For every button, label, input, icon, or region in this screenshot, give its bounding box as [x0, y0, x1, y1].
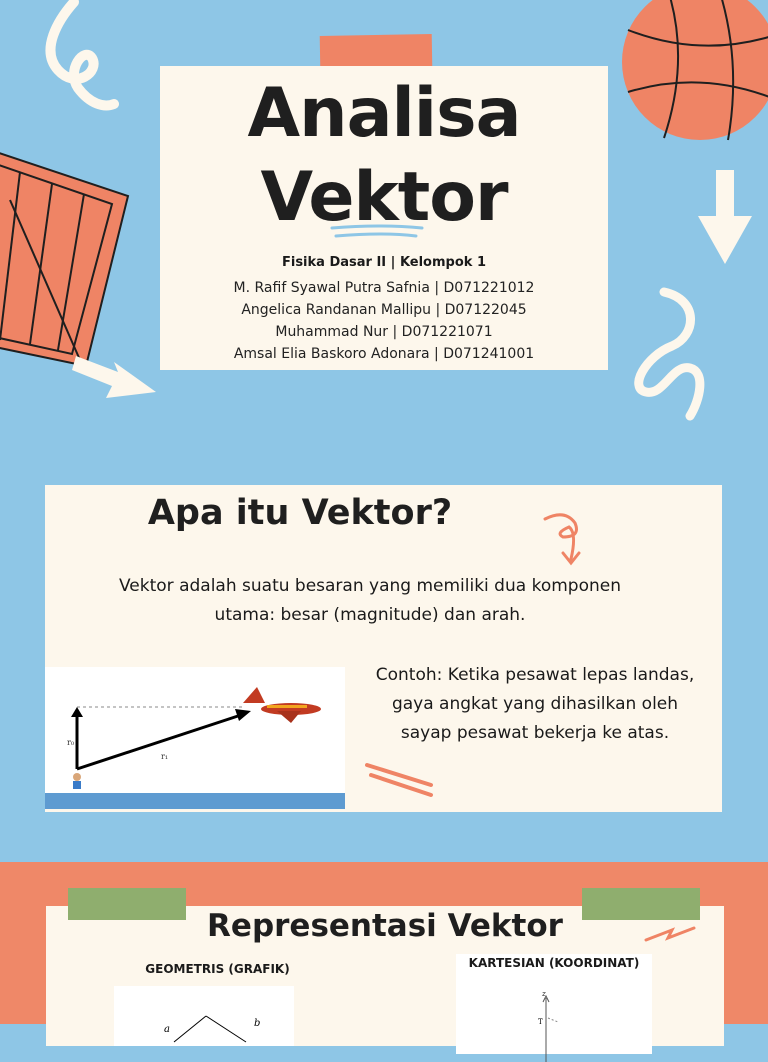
vector-definition: Vektor adalah suatu besaran yang memiliki dua komponen utama: besar (magnitude) dan arah.	[119, 576, 621, 625]
title-card	[160, 66, 608, 370]
green-tape-right	[582, 888, 700, 920]
down-arrow-icon	[698, 170, 752, 264]
curly-arrow-icon	[541, 509, 601, 569]
cartesian-axes-icon	[456, 992, 652, 1062]
cartesian-panel	[456, 954, 652, 1054]
svg-text:z: z	[542, 992, 546, 998]
squiggle-top-left	[50, 2, 114, 105]
right-arrow-icon	[72, 356, 156, 398]
section-what-is-vector	[45, 485, 722, 812]
vector-example: Contoh: Ketika pesawat lepas landas, gaya angkat yang dihasilkan oleh sayap pesawat bekerja ke atas.	[375, 665, 695, 743]
svg-text:r₀: r₀	[67, 738, 75, 747]
geometric-label: GEOMETRIS (GRAFIK)	[145, 962, 290, 976]
title-underline-icon	[160, 222, 608, 242]
svg-text:a: a	[164, 1024, 170, 1035]
zigzag-icon	[642, 922, 702, 946]
airplane-diagram	[45, 667, 345, 809]
green-tape-left	[68, 888, 186, 920]
cartesian-label: KARTESIAN (KOORDINAT)	[468, 956, 640, 970]
title-line-1: Analisa	[247, 74, 521, 153]
person-icon	[73, 773, 81, 789]
member-2: Angelica Randanan Mallipu | D07122045	[241, 302, 527, 318]
section-heading: Apa itu Vektor?	[147, 493, 453, 533]
section-vector-representation	[46, 906, 724, 1046]
title-line-2: Vektor	[260, 158, 508, 237]
member-4: Amsal Elia Baskoro Adonara | D071241001	[233, 346, 535, 362]
subtitle: Fisika Dasar II | Kelompok 1	[281, 255, 486, 270]
basketball-icon	[622, 0, 768, 140]
airplane-icon	[243, 687, 321, 723]
accent-strokes-icon	[365, 759, 445, 799]
title-tape	[320, 34, 433, 70]
svg-text:T: T	[538, 1018, 543, 1026]
crate-icon	[0, 150, 128, 366]
member-1: M. Rafif Syawal Putra Safnia | D071221012	[233, 280, 535, 296]
section-heading-2: Representasi Vektor	[207, 908, 563, 944]
geometric-diagram	[114, 986, 294, 1046]
svg-text:b: b	[254, 1018, 261, 1029]
squiggle-right	[639, 292, 700, 416]
member-3: Muhammad Nur | D071221071	[275, 324, 493, 340]
airplane-vector-illustration	[45, 667, 345, 809]
svg-text:r₁: r₁	[161, 752, 169, 761]
page-title	[160, 72, 608, 240]
